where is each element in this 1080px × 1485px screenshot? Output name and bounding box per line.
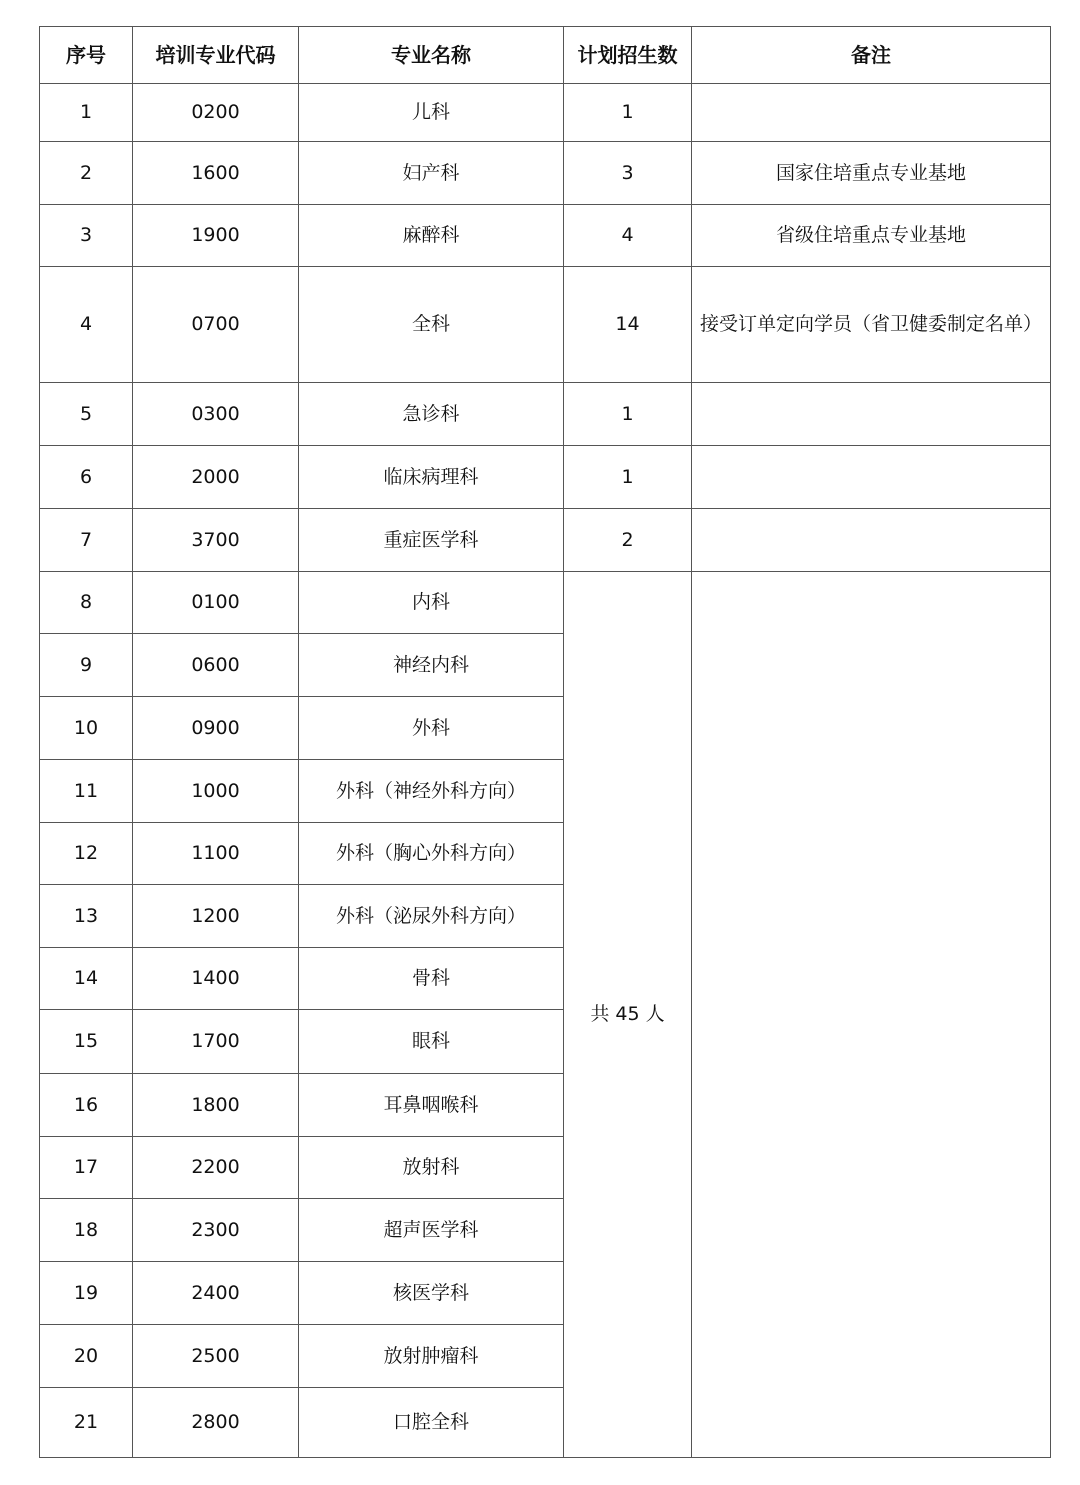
cell-no: 9 <box>40 634 133 697</box>
header-no: 序号 <box>40 27 133 84</box>
cell-no: 7 <box>40 509 133 572</box>
cell-code: 2500 <box>133 1325 299 1388</box>
cell-quota: 3 <box>564 142 692 205</box>
cell-name: 妇产科 <box>299 142 564 205</box>
cell-no: 21 <box>40 1388 133 1458</box>
header-code: 培训专业代码 <box>133 27 299 84</box>
cell-code: 1200 <box>133 885 299 948</box>
table-row <box>40 267 1051 383</box>
cell-note: 国家住培重点专业基地 <box>692 142 1051 205</box>
cell-name: 外科（神经外科方向） <box>299 760 564 823</box>
cell-code: 0300 <box>133 383 299 446</box>
cell-note: 接受订单定向学员（省卫健委制定名单） <box>692 267 1051 383</box>
cell-name: 重症医学科 <box>299 509 564 572</box>
cell-no: 6 <box>40 446 133 509</box>
cell-name: 儿科 <box>299 84 564 142</box>
table-row <box>40 205 1051 267</box>
header-row <box>40 27 1051 84</box>
cell-code: 2400 <box>133 1262 299 1325</box>
cell-code: 2200 <box>133 1137 299 1199</box>
cell-code: 1400 <box>133 948 299 1010</box>
cell-name: 耳鼻咽喉科 <box>299 1074 564 1137</box>
cell-quota: 2 <box>564 509 692 572</box>
cell-note <box>692 84 1051 142</box>
cell-name: 放射科 <box>299 1137 564 1199</box>
cell-note <box>692 446 1051 509</box>
cell-code: 1900 <box>133 205 299 267</box>
cell-no: 12 <box>40 823 133 885</box>
cell-no: 13 <box>40 885 133 948</box>
cell-name: 麻醉科 <box>299 205 564 267</box>
table-row <box>40 84 1051 142</box>
cell-name: 临床病理科 <box>299 446 564 509</box>
cell-name: 放射肿瘤科 <box>299 1325 564 1388</box>
cell-no: 16 <box>40 1074 133 1137</box>
cell-no: 10 <box>40 697 133 760</box>
cell-no: 20 <box>40 1325 133 1388</box>
cell-note: 省级住培重点专业基地 <box>692 205 1051 267</box>
cell-quota: 14 <box>564 267 692 383</box>
enrollment-plan-table <box>39 26 1051 1458</box>
cell-no: 11 <box>40 760 133 823</box>
cell-no: 14 <box>40 948 133 1010</box>
cell-name: 外科 <box>299 697 564 760</box>
cell-name: 外科（胸心外科方向） <box>299 823 564 885</box>
cell-no: 5 <box>40 383 133 446</box>
cell-quota: 1 <box>564 446 692 509</box>
cell-name: 超声医学科 <box>299 1199 564 1262</box>
cell-no: 15 <box>40 1010 133 1074</box>
table-row <box>40 572 1051 634</box>
cell-no: 18 <box>40 1199 133 1262</box>
cell-code: 1600 <box>133 142 299 205</box>
cell-code: 0100 <box>133 572 299 634</box>
cell-quota: 1 <box>564 84 692 142</box>
cell-name: 外科（泌尿外科方向） <box>299 885 564 948</box>
cell-quota-merged: 共 45 人 <box>564 572 692 1458</box>
table-row <box>40 509 1051 572</box>
cell-code: 1800 <box>133 1074 299 1137</box>
cell-no: 4 <box>40 267 133 383</box>
cell-no: 3 <box>40 205 133 267</box>
header-quota: 计划招生数 <box>564 27 692 84</box>
cell-no: 1 <box>40 84 133 142</box>
cell-name: 眼科 <box>299 1010 564 1074</box>
cell-code: 0200 <box>133 84 299 142</box>
cell-code: 2800 <box>133 1388 299 1458</box>
cell-name: 口腔全科 <box>299 1388 564 1458</box>
cell-name: 神经内科 <box>299 634 564 697</box>
cell-no: 2 <box>40 142 133 205</box>
cell-quota: 1 <box>564 383 692 446</box>
cell-code: 2300 <box>133 1199 299 1262</box>
cell-name: 骨科 <box>299 948 564 1010</box>
cell-code: 1100 <box>133 823 299 885</box>
header-note: 备注 <box>692 27 1051 84</box>
cell-name: 全科 <box>299 267 564 383</box>
table-row <box>40 142 1051 205</box>
cell-code: 3700 <box>133 509 299 572</box>
cell-no: 17 <box>40 1137 133 1199</box>
cell-name: 内科 <box>299 572 564 634</box>
cell-name: 急诊科 <box>299 383 564 446</box>
cell-code: 0900 <box>133 697 299 760</box>
cell-note <box>692 509 1051 572</box>
cell-no: 8 <box>40 572 133 634</box>
cell-code: 1000 <box>133 760 299 823</box>
cell-code: 0700 <box>133 267 299 383</box>
cell-note-merged <box>692 572 1051 1458</box>
cell-code: 2000 <box>133 446 299 509</box>
header-name: 专业名称 <box>299 27 564 84</box>
cell-quota: 4 <box>564 205 692 267</box>
cell-name: 核医学科 <box>299 1262 564 1325</box>
table-row <box>40 446 1051 509</box>
cell-code: 0600 <box>133 634 299 697</box>
cell-code: 1700 <box>133 1010 299 1074</box>
cell-note <box>692 383 1051 446</box>
cell-no: 19 <box>40 1262 133 1325</box>
table-row <box>40 383 1051 446</box>
